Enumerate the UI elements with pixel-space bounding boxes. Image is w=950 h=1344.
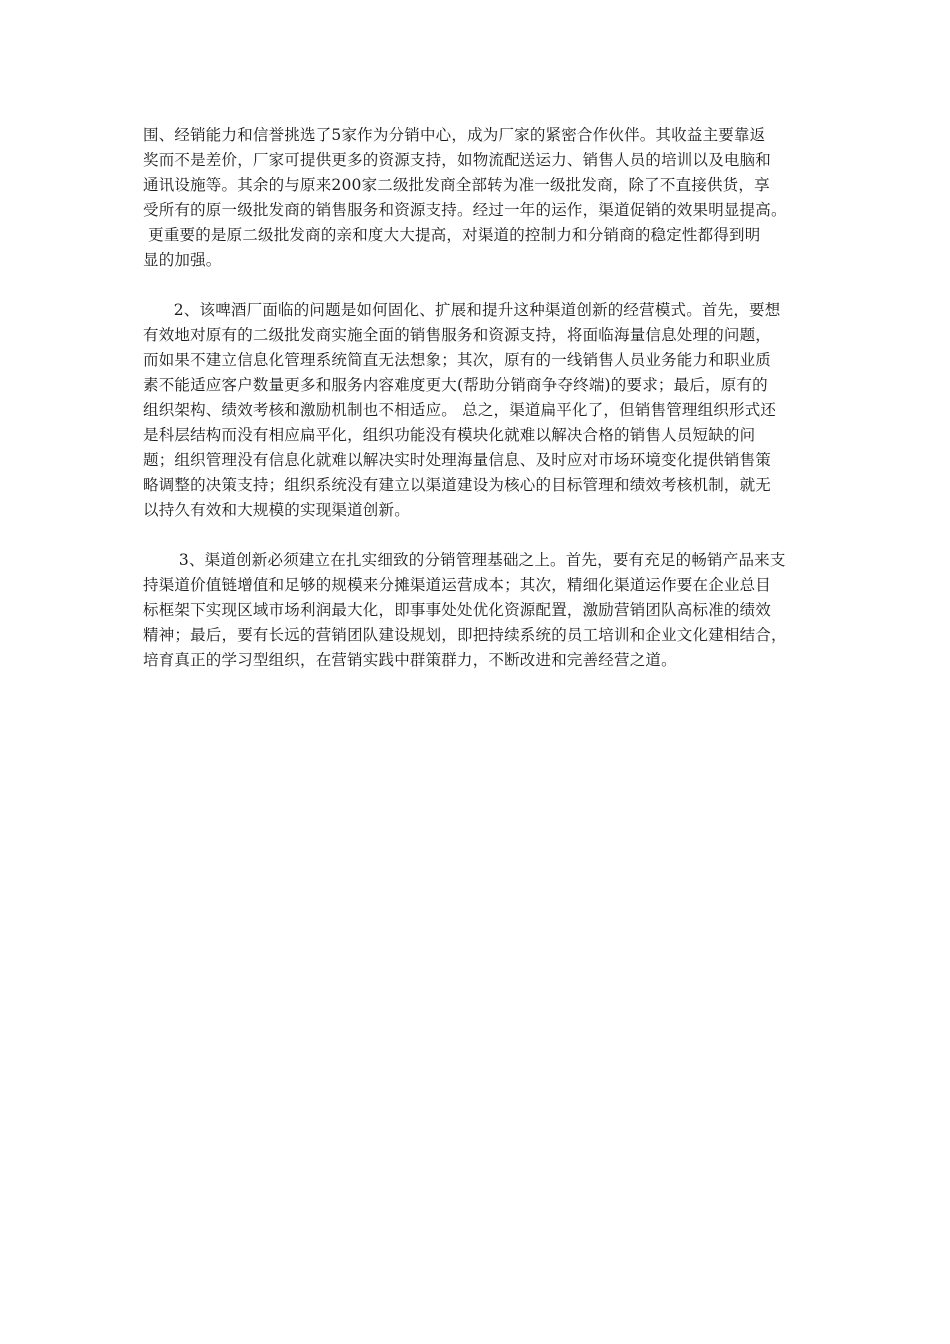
paragraph-line: 3、渠道创新必须建立在扎实细致的分销管理基础之上。首先，要有充足的畅销产品来支 (143, 551, 786, 569)
paragraph-line: 受所有的原一级批发商的销售服务和资源支持。经过一年的运作，渠道促销的效果明显提高。 (143, 201, 787, 219)
paragraph-line: 通讯设施等。其余的与原来200家二级批发商全部转为准一级批发商，除了不直接供货，享 (143, 176, 770, 194)
paragraph-line: 显的加强。 (143, 251, 222, 269)
paragraph-line: 而如果不建立信息化管理系统简直无法想象；其次，原有的一线销售人员业务能力和职业质 (143, 351, 772, 369)
paragraph-line: 2、该啤酒厂面临的问题是如何固化、扩展和提升这种渠道创新的经营模式。首先，要想 (143, 301, 781, 319)
paragraph-3 (143, 548, 815, 673)
paragraph-line: 题；组织管理没有信息化就难以解决实时处理海量信息、及时应对市场环境变化提供销售策 (143, 451, 772, 469)
paragraph-line: 有效地对原有的二级批发商实施全面的销售服务和资源支持，将面临海量信息处理的问题， (143, 326, 772, 344)
paragraph-line: 素不能适应客户数量更多和服务内容难度更大(帮助分销商争夺终端)的要求；最后，原有的 (143, 376, 768, 394)
paragraph-line: 是科层结构而没有相应扁平化，组织功能没有模块化就难以解决合格的销售人员短缺的问 (143, 426, 756, 444)
paragraph-line: 奖而不是差价，厂家可提供更多的资源支持，如物流配送运力、销售人员的培训以及电脑和 (143, 151, 772, 169)
paragraph-2 (143, 298, 815, 523)
paragraph-line: 更重要的是原二级批发商的亲和度大大提高，对渠道的控制力和分销商的稳定性都得到明 (143, 226, 761, 244)
paragraph-line: 围、经销能力和信誉挑选了5家作为分销中心，成为厂家的紧密合作伙伴。其收益主要靠返 (143, 126, 766, 144)
paragraph-line: 略调整的决策支持；组织系统没有建立以渠道建设为核心的目标管理和绩效考核机制，就无 (143, 476, 772, 494)
paragraph-line: 精神；最后，要有长远的营销团队建设规划，即把持续系统的员工培训和企业文化建相结合， (143, 626, 787, 644)
paragraph-line: 标框架下实现区域市场利润最大化，即事事处处优化资源配置，激励营销团队高标准的绩效 (143, 601, 772, 619)
paragraph-line: 培育真正的学习型组织，在营销实践中群策群力，不断改进和完善经营之道。 (143, 651, 677, 669)
paragraph-1 (143, 123, 815, 273)
paragraph-line: 以持久有效和大规模的实现渠道创新。 (143, 501, 410, 519)
paragraph-line: 持渠道价值链增值和足够的规模来分摊渠道运营成本；其次，精细化渠道运作要在企业总目 (143, 576, 772, 594)
paragraph-line: 组织架构、绩效考核和激励机制也不相适应。 总之，渠道扁平化了，但销售管理组织形式还 (143, 401, 777, 419)
